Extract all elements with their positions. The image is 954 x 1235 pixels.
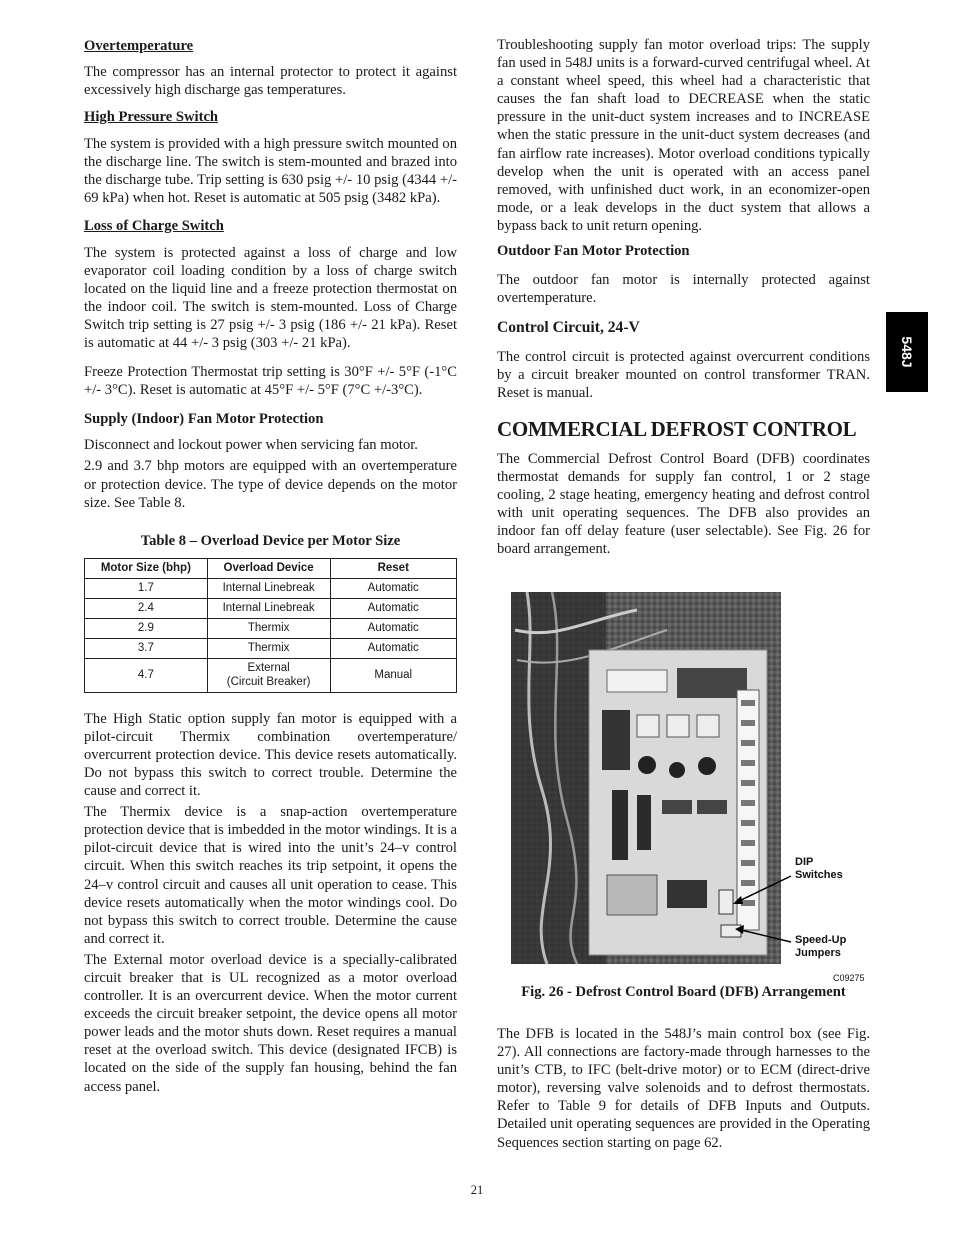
table-header-cell: Reset (330, 558, 457, 578)
para-loss-of-charge-switch: The system is protected against a loss of charge and low evaporator coil loading condition by a loss of charge switch located on the liquid line and a freeze protection thermostat on the indoor coil. The switch is stem‑mounted. Loss of Charge Switch trip setting is 27 psig +/‑ 3 psig (186 +/‑ 21 kPa). Reset is automatic at 44 +/‑ 3 psig (303 +/‑ 21 kPa). (84, 244, 457, 352)
left-column (84, 36, 457, 1096)
right-column-bottom (497, 1025, 870, 1152)
heading-control-circuit: Control Circuit, 24‑V (497, 319, 640, 337)
figure-caption: Fig. 26 ‑ Defrost Control Board (DFB) Arrangement (521, 984, 846, 1000)
table-row (85, 618, 457, 638)
heading-high-pressure-switch: High Pressure Switch (84, 109, 219, 126)
side-tab (886, 312, 928, 392)
figure-code: C09275 (833, 973, 865, 983)
table-cell: Automatic (330, 578, 457, 598)
table-header-row (85, 558, 457, 578)
table-cell: Internal Linebreak (207, 578, 330, 598)
para-freeze-protection: Freeze Protection Thermostat trip setting is 30°F +/‑ 5°F (‑1°C +/‑ 3°C). Reset is automatic at 45°F +/‑ 5°F (7°C +/‑3°C). (84, 364, 457, 399)
para-outdoor-fan: The outdoor fan motor is internally protected against overtemperature. (497, 272, 870, 307)
table-header-cell: Overload Device (207, 558, 330, 578)
label-dip-switches: DIP Switches (795, 856, 843, 881)
table-cell: Automatic (330, 638, 457, 658)
table-cell: 2.9 (85, 618, 208, 638)
table-row (85, 638, 457, 658)
para-dfb-location: The DFB is located in the 548J’s main control box (see Fig. 27). All connections are factory‑made through harnesses to the unit’s CTB, to IFC (belt‑drive motor) or to ECM (direct‑drive motor), reversing valve solenoids and to defrost thermostats. Refer to Table 9 for details of DFB Inputs and Outputs. Detailed unit operating sequences are provided in the Operating Sequences section starting on page 62. (497, 1026, 870, 1151)
table-cell: Automatic (330, 618, 457, 638)
para-high-static: The High Static option supply fan motor is equipped with a pilot‑circuit Thermix combination overtemperature/ overcurrent protection device. This device resets automatically. Do not bypass this switch to correct trouble. Determine the cause and correct it. (84, 710, 457, 800)
table-row (85, 598, 457, 618)
side-tab-label: 548J (899, 336, 915, 368)
table-cell: Thermix (207, 638, 330, 658)
para-troubleshooting: Troubleshooting supply fan motor overload trips: The supply fan used in 548J units is a forward‑curved centrifugal wheel. At a constant wheel speed, this wheel had a characteristic that causes the fan shaft load to DECREASE when the static pressure in the unit‑duct system increases and to INCREASE when the static pressure in the unit‑duct system decreases (and fan airflow rate increases). Motor overload conditions typically develop when the unit is operated with an access panel removed, with unfinished duct work, in an economizer‑open mode, or a leak develops in the duct system that allows a bypass back to unit return opening. (497, 37, 870, 234)
table-cell: 2.4 (85, 598, 208, 618)
overload-device-table (84, 558, 457, 693)
heading-supply-fan-motor-protection: Supply (Indoor) Fan Motor Protection (84, 411, 324, 428)
figure-26 (497, 590, 870, 990)
para-overtemperature: The compressor has an internal protector to protect it against excessively high discharge gas temperatures. (84, 64, 457, 99)
right-column (497, 36, 870, 558)
para-thermix: The Thermix device is a snap‑action overtemperature protection device that is imbedded in the motor windings. It is a pilot‑circuit device that is wired into the unit’s 24–v control circuit. When this switch reaches its trip setpoint, it opens the 24–v control circuit and causes all unit operation to cease. This device resets automatically when the motor windings cool. Do not bypass this switch to correct trouble. Determine the cause and correct it. (84, 804, 457, 947)
table-cell: Automatic (330, 598, 457, 618)
para-high-pressure-switch: The system is provided with a high pressure switch mounted on the discharge line. The switch is stem‑mounted and brazed into the discharge tube. Trip setting is 630 psig +/‑ 10 psig (4344 +/‑ 69 kPa) when hot. Reset is automatic at 505 psig (3482 kPa). (84, 136, 457, 207)
defrost-board-photo (497, 590, 870, 990)
table-cell: 1.7 (85, 578, 208, 598)
table-cell: Manual (330, 658, 457, 692)
para-external-overload: The External motor overload device is a specially‑calibrated circuit breaker that is UL recognized as a motor overload controller. It is an overcurrent device. When the motor current exceeds the circuit breaker setpoint, the device opens all motor power leads and the motor shuts down. Reset requires a manual reset at the overload switch. This device (designated IFCB) is located on the side of the supply fan housing, behind the fan access panel. (84, 951, 457, 1095)
heading-outdoor-fan-motor-protection: Outdoor Fan Motor Protection (497, 243, 690, 260)
label-speed-up-jumpers: Speed‑Up Jumpers (795, 934, 847, 959)
table-cell: External (Circuit Breaker) (207, 658, 330, 692)
table-header-cell: Motor Size (bhp) (85, 558, 208, 578)
heading-loss-of-charge-switch: Loss of Charge Switch (84, 217, 224, 234)
table-row (85, 658, 457, 692)
page-number: 21 (470, 1183, 484, 1197)
table-cell: 4.7 (85, 658, 208, 692)
heading-overtemperature: Overtemperature (84, 38, 194, 54)
para-dfb-intro: The Commercial Defrost Control Board (DFB) coordinates thermostat demands for supply fan control, 1 or 2 stage cooling, 2 stage heating, emergency heating and defrost control with unit operating sequences. The DFB also provides an indoor fan off delay feature (user selectable). See Fig. 26 for board arrangement. (497, 450, 870, 557)
dip-switch-block (719, 890, 733, 914)
para-motors: 2.9 and 3.7 bhp motors are equipped with an overtemperature or protection device. The type of device depends on the motor size. See Table 8. (84, 458, 457, 511)
table-cell: Thermix (207, 618, 330, 638)
speed-up-jumper-block (721, 925, 741, 937)
table-cell: 3.7 (85, 638, 208, 658)
table-title: Table 8 – Overload Device per Motor Size (140, 532, 401, 549)
table-cell: Internal Linebreak (207, 598, 330, 618)
figure-caption-wrap (497, 984, 870, 1001)
para-control-circuit: The control circuit is protected against overcurrent conditions by a circuit breaker mounted on control transformer TRAN. Reset is manual. (497, 349, 870, 402)
section-title-commercial-defrost-control: COMMERCIAL DEFROST CONTROL (497, 416, 857, 441)
table-row (85, 578, 457, 598)
para-disconnect: Disconnect and lockout power when servicing fan motor. (84, 437, 418, 454)
